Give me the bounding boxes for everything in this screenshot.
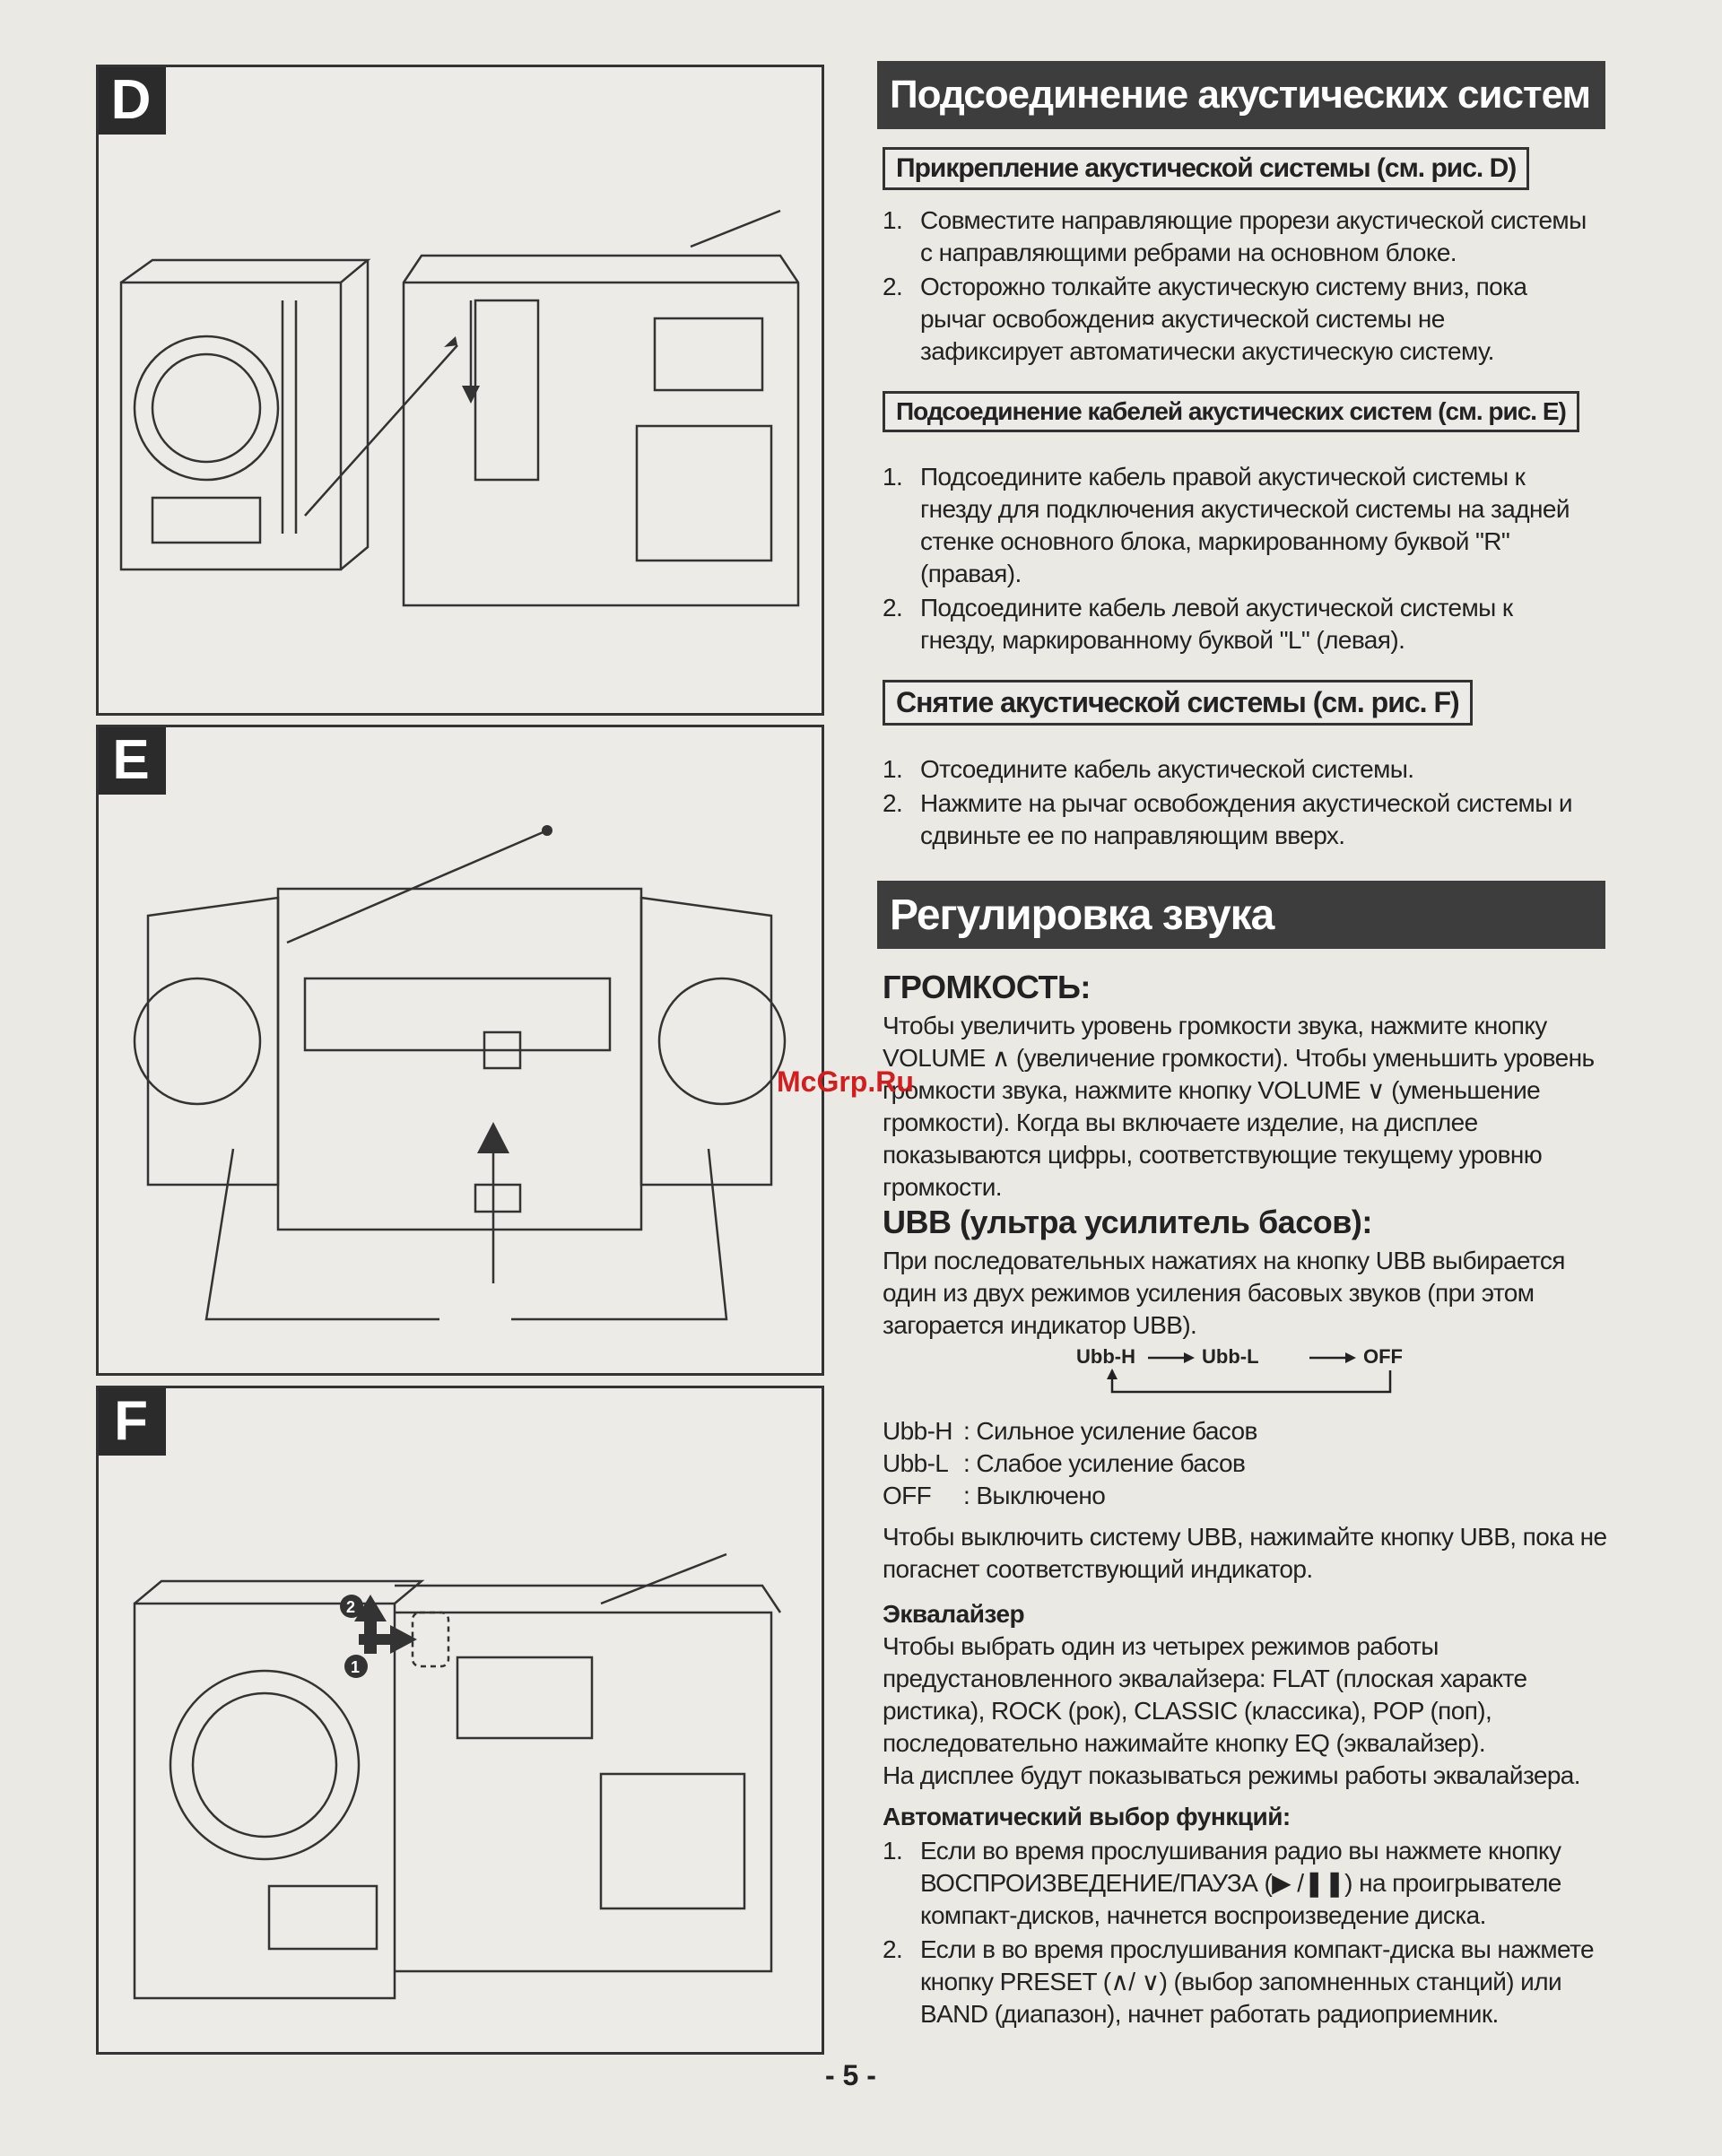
list-item: 2. Если в во время прослушивания компакт-диска вы нажмете кнопку PRESET (∧/ ∨) (выбор запомненных станций) или BAND (диапазон), начнет работать радиоприемник.	[883, 1935, 1594, 2028]
ubb-flow-diagram	[1076, 1345, 1417, 1399]
mode-row: Ubb-L : Слабое усиление басов	[883, 1449, 1246, 1477]
list-item: 2. Подсоедините кабель левой акустической системы к гнезду, маркированному буквой "L" (левая).	[883, 594, 1513, 654]
list-item: 2. Нажмите на рычаг освобождения акустической системы и сдвиньте ее по направляющим вверх.	[883, 789, 1572, 849]
list-speaker-removal	[883, 753, 1591, 854]
heading-equalizer: Эквалайзер	[883, 1600, 1025, 1628]
speaker-attach-illustration	[99, 67, 822, 713]
flow-arrows	[1076, 1345, 1417, 1399]
figure-f	[96, 1386, 824, 2055]
speaker-cable-illustration	[99, 727, 822, 1373]
list-auto-function	[883, 1835, 1609, 2032]
list-speaker-cables	[883, 461, 1591, 658]
list-item: 1. Совместите направляющие прорези акустической системы с направляющими ребрами на основном блоке.	[883, 206, 1587, 266]
section-title-sound: Регулировка звука	[877, 881, 1605, 949]
text-ubb: При последовательных нажатиях на кнопку UBB выбирается один из двух режимов усиления басовых звуков (при этом загорается индикатор UBB).	[883, 1247, 1565, 1339]
heading-auto-function: Автоматический выбор функций:	[883, 1803, 1291, 1830]
figure-f-label: F	[96, 1386, 166, 1456]
list-item: 1. Отсоедините кабель акустической системы.	[883, 755, 1414, 783]
flow-ubb-l: Ubb-L	[1202, 1345, 1259, 1368]
heading-speaker-cables: Подсоединение кабелей акустических систем (см. рис. E)	[883, 391, 1579, 432]
mode-row: Ubb-H : Сильное усиление басов	[883, 1417, 1257, 1445]
figure-e-label: E	[96, 725, 166, 795]
note-equalizer: На дисплее будут показываться режимы работы эквалайзера.	[883, 1761, 1580, 1789]
marker-2: 2	[346, 1598, 356, 1616]
ubb-mode-list	[883, 1415, 1421, 1512]
section-title-speaker-connection: Подсоединение акустических систем	[877, 61, 1605, 129]
text-ubb-off: Чтобы выключить систему UBB, нажимайте кнопку UBB, пока не погаснет соответствующий индикатор.	[883, 1523, 1607, 1583]
heading-speaker-removal: Снятие акустической системы (см. рис. F)	[883, 680, 1473, 726]
heading-speaker-attach: Прикрепление акустической системы (см. рис. D)	[883, 147, 1529, 190]
figure-d-label: D	[96, 65, 166, 135]
list-item: 1. Если во время прослушивания радио вы нажмете кнопку ВОСПРОИЗВЕДЕНИЕ/ПАУЗА (▶ /❚❚) на проигрывателе компакт-дисков, начнется воспроизведение диска.	[883, 1837, 1561, 1929]
heading-ubb: UBB (ультра усилитель басов):	[883, 1204, 1372, 1240]
list-item: 1. Подсоедините кабель правой акустической системы к гнезду для подключения акустической системы на задней стенке основного блока, маркированному буквой "R" (правая).	[883, 463, 1570, 587]
heading-volume: ГРОМКОСТЬ:	[883, 969, 1091, 1005]
mode-row: OFF : Выключено	[883, 1482, 1106, 1509]
list-item: 2. Осторожно толкайте акустическую систему вниз, пока рычаг освобождени¤ акустической системы не зафиксирует автоматически акустическую систему.	[883, 273, 1527, 365]
text-equalizer: Чтобы выбрать один из четырех режимов работы предустановленного эквалайзера: FLAT (плоская характе ристика), ROCK (рок), CLASSIC (классика), POP (поп), последовательно нажимайте кнопку EQ (эквалайзер).	[883, 1632, 1527, 1757]
marker-1: 1	[351, 1658, 361, 1676]
flow-off: OFF	[1363, 1345, 1403, 1368]
flow-ubb-h: Ubb-H	[1076, 1345, 1135, 1368]
figure-d	[96, 65, 824, 716]
text-volume: Чтобы увеличить уровень громкости звука, нажмите кнопку VOLUME ∧ (увеличение громкости). Чтобы уменьшить уровень громкости звука, нажмите кнопку VOLUME ∨ (уменьшение громкости). Когда вы включаете изделие, на дисплее показываются цифры, соответствующие текущему уровню громкости.	[883, 1012, 1595, 1201]
figure-e	[96, 725, 824, 1376]
speaker-removal-illustration	[99, 1388, 822, 2052]
page-number: - 5 -	[825, 2059, 876, 2091]
watermark: McGrp.Ru	[777, 1065, 914, 1098]
list-speaker-attach	[883, 204, 1591, 369]
